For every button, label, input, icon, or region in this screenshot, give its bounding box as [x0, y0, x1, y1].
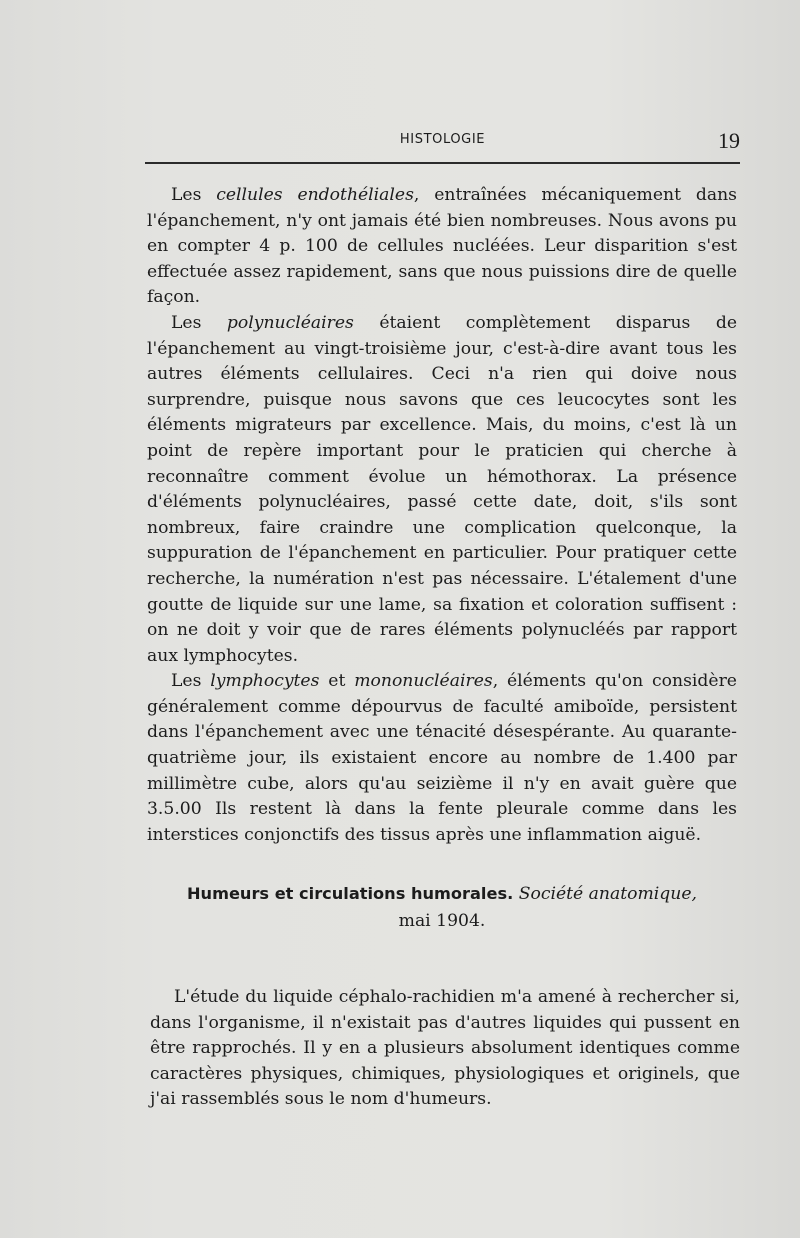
text-run: étaient complètement disparus de l'épanchement au vingt-troisième jour, c'est-à-dire avant tous les autres éléments cellulaires. Ceci n'a rien qui doive nous surprendre, puisque nous savons que ces leucocytes sont les éléments migrateurs par excellence. Mais, du moins, c'est là un point de repère important pour le praticien qui cherche à reconnaître comment évolue un hémothorax. La présence d'éléments polynucléaires, passé cette date, doit, s'ils sont nombreux, faire craindre une complication quelconque, la suppuration de l'épanchement en particulier. Pour pratiquer cette recherche, la numération n'est pas nécessaire. L'étalement d'une goutte de liquide sur une lame, sa fixation et coloration suffisent : on ne doit y voir que de rares éléments polynucléés par rapport aux lymphocytes.	[147, 312, 738, 666]
paragraph-humeurs: L'étude du liquide céphalo-rachidien m'a amené à rechercher si, dans l'organisme, il n'existait pas d'autres liquides qui pussent en être rapprochés. Il y en a plusieurs absolument identiques comme caractères physiques, chimiques, physiologiques et originels, que j'ai rassemblés sous le nom d'humeurs.	[150, 987, 740, 1110]
running-title: HISTOLOGIE	[399, 132, 486, 147]
text-run: Les	[171, 312, 227, 333]
running-head	[145, 128, 740, 152]
heading-date: mai 1904.	[398, 911, 486, 931]
text-run: , éléments qu'on considère généralement comme dépourvus de faculté amiboïde, persistent dans l'épanchement avec une ténacité désespérante. Au quarante-quatrième jour, ils existaient encore au nombre de 1.400 par millimètre cube, alors qu'au seizième il n'y en avait guère que 3.5.00 Ils restent là dans la fente pleurale comme dans les interstices conjonctifs des tissus après une inflammation aiguë.	[147, 671, 737, 845]
term-lymphocytes: lymphocytes	[210, 671, 320, 692]
heading-source: Société anatomique,	[518, 884, 697, 904]
heading-title: Humeurs et circulations humorales.	[187, 884, 514, 903]
text-run: et	[319, 671, 355, 692]
term-mononucleaires: mononucléaires	[354, 671, 493, 692]
paragraph-lymphocytes	[147, 669, 737, 848]
text-run: Les	[171, 671, 211, 692]
term-polynucleaires: polynucléaires	[226, 312, 354, 333]
section-heading	[147, 880, 737, 935]
text-run: , entraînées mécaniquement dans l'épanchement, n'y ont jamais été bien nombreuses. Nous avons pu en compter 4 p. 100 de cellules nucléées. Leur disparition s'est effectuée assez rapidement, sans que nous puissions dire de quelle façon.	[147, 185, 737, 308]
body-text-section-2	[150, 985, 740, 1113]
term-cellules-endotheliales: cellules endothéliales	[216, 185, 414, 205]
text-run: Les	[171, 185, 217, 205]
body-text-section-1	[147, 183, 737, 848]
header-rule	[145, 162, 740, 164]
page-number: 19	[718, 128, 740, 153]
paragraph-polynuclear	[147, 311, 737, 669]
heading-line-1	[147, 880, 737, 908]
paragraph-endothelial-cells	[147, 183, 737, 311]
